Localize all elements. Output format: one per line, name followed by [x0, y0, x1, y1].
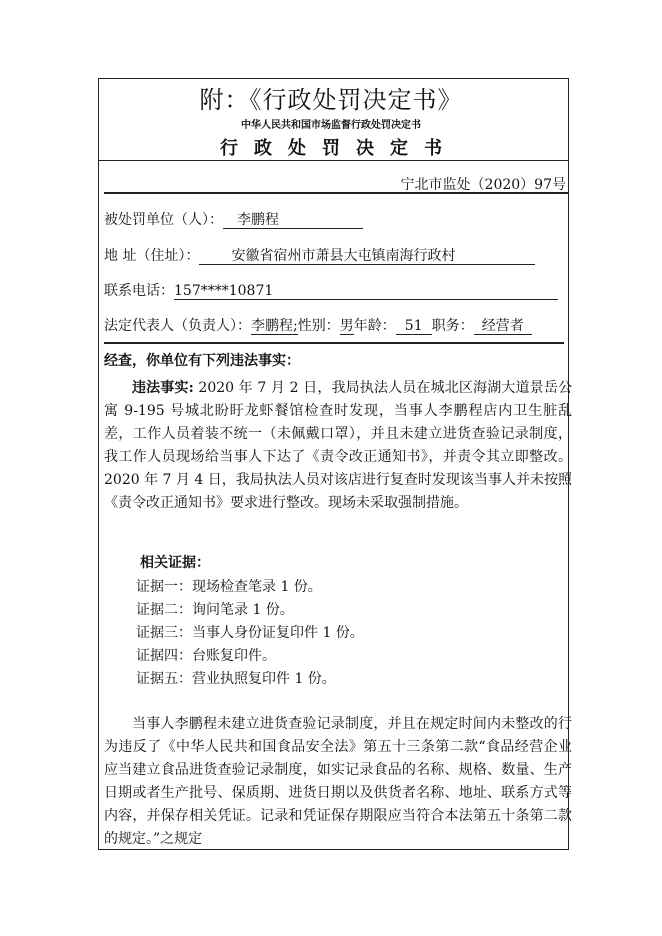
evidence-item: 证据一：现场检查笔录 1 份。 [136, 579, 322, 595]
evidence-item: 证据二：询问笔录 1 份。 [136, 602, 294, 618]
representative-label: 法定代表人（负责人）： [104, 318, 251, 334]
address-value: 安徽省宿州市萧县大屯镇南海行政村 [199, 248, 535, 265]
address-label: 地 址（住址）： [104, 248, 200, 264]
conclusion-paragraph: 当事人李鹏程未建立进货查验记录制度，并且在规定时间内未整改的行为违反了《中华人民共和国食品安全法》第五十三条第二款“食品经营企业应当建立食品进货查验记录制度，如实记录食品的名称、规格、数量、生产日期或者生产批号、保质期、进货日期以及供货者名称、地址、联系方式等内容，并保存相关凭证。记录和凭证保存期限应当符合本法第五十条第二款的规定。”之规定 [104, 716, 572, 847]
evidence-label: 相关证据： [140, 555, 210, 571]
number-divider [104, 192, 569, 194]
facts-intro: 经查，你单位有下列违法事实： [104, 353, 300, 369]
document-title: 行政处罚决定书 [220, 138, 458, 159]
phone-label: 联系电话： [104, 283, 174, 299]
age-label: 年龄： [353, 318, 396, 334]
party-label: 被处罚单位（人）： [104, 212, 223, 228]
facts-paragraph [104, 377, 572, 515]
position-label: 职务： [431, 318, 474, 334]
evidence-item: 证据三：当事人身份证复印件 1 份。 [136, 625, 364, 641]
phone-row [104, 280, 558, 300]
gender-value: 男 [339, 318, 354, 334]
address-row [104, 245, 535, 265]
title-divider [98, 160, 569, 161]
representative-value: 李鹏程; [251, 318, 298, 334]
document-number: 宁北市监处（2020）97号 [400, 177, 566, 193]
facts-label: 违法事实: [132, 380, 194, 396]
representative-row [104, 315, 532, 335]
fields-divider [104, 342, 564, 344]
subtitle: 中华人民共和国市场监督行政处罚决定书 [241, 120, 421, 131]
gender-label: 性别： [297, 318, 340, 334]
evidence-item: 证据四：台账复印件。 [136, 648, 276, 664]
facts-text: 2020 年 7 月 2 日，我局执法人员在城北区海湖大道景岳公寓 9-195 号城北盼盱龙虾餐馆检查时发现，当事人李鹏程店内卫生脏乱差，工作人员着装不统一（未佩戴口罩），并且未建立进货查验记录制度，我工作人员现场给当事人下达了《责令改正通知书》，并责令其立即整改。2020 年 7 月 4 日，我局执法人员对该店进行复查时发现该当事人并未按照《责令改正通知书》要求进行整改。现场未采取强制措施。 [104, 380, 572, 511]
age-value: 51 [396, 318, 432, 335]
evidence-item: 证据五：营业执照复印件 1 份。 [136, 671, 336, 687]
main-title: 附：《行政处罚决定书》 [199, 86, 463, 114]
position-value: 经营者 [474, 318, 532, 335]
party-row [104, 209, 363, 229]
party-value: 李鹏程 [223, 212, 363, 229]
phone-value: 157****10871 [174, 283, 558, 300]
